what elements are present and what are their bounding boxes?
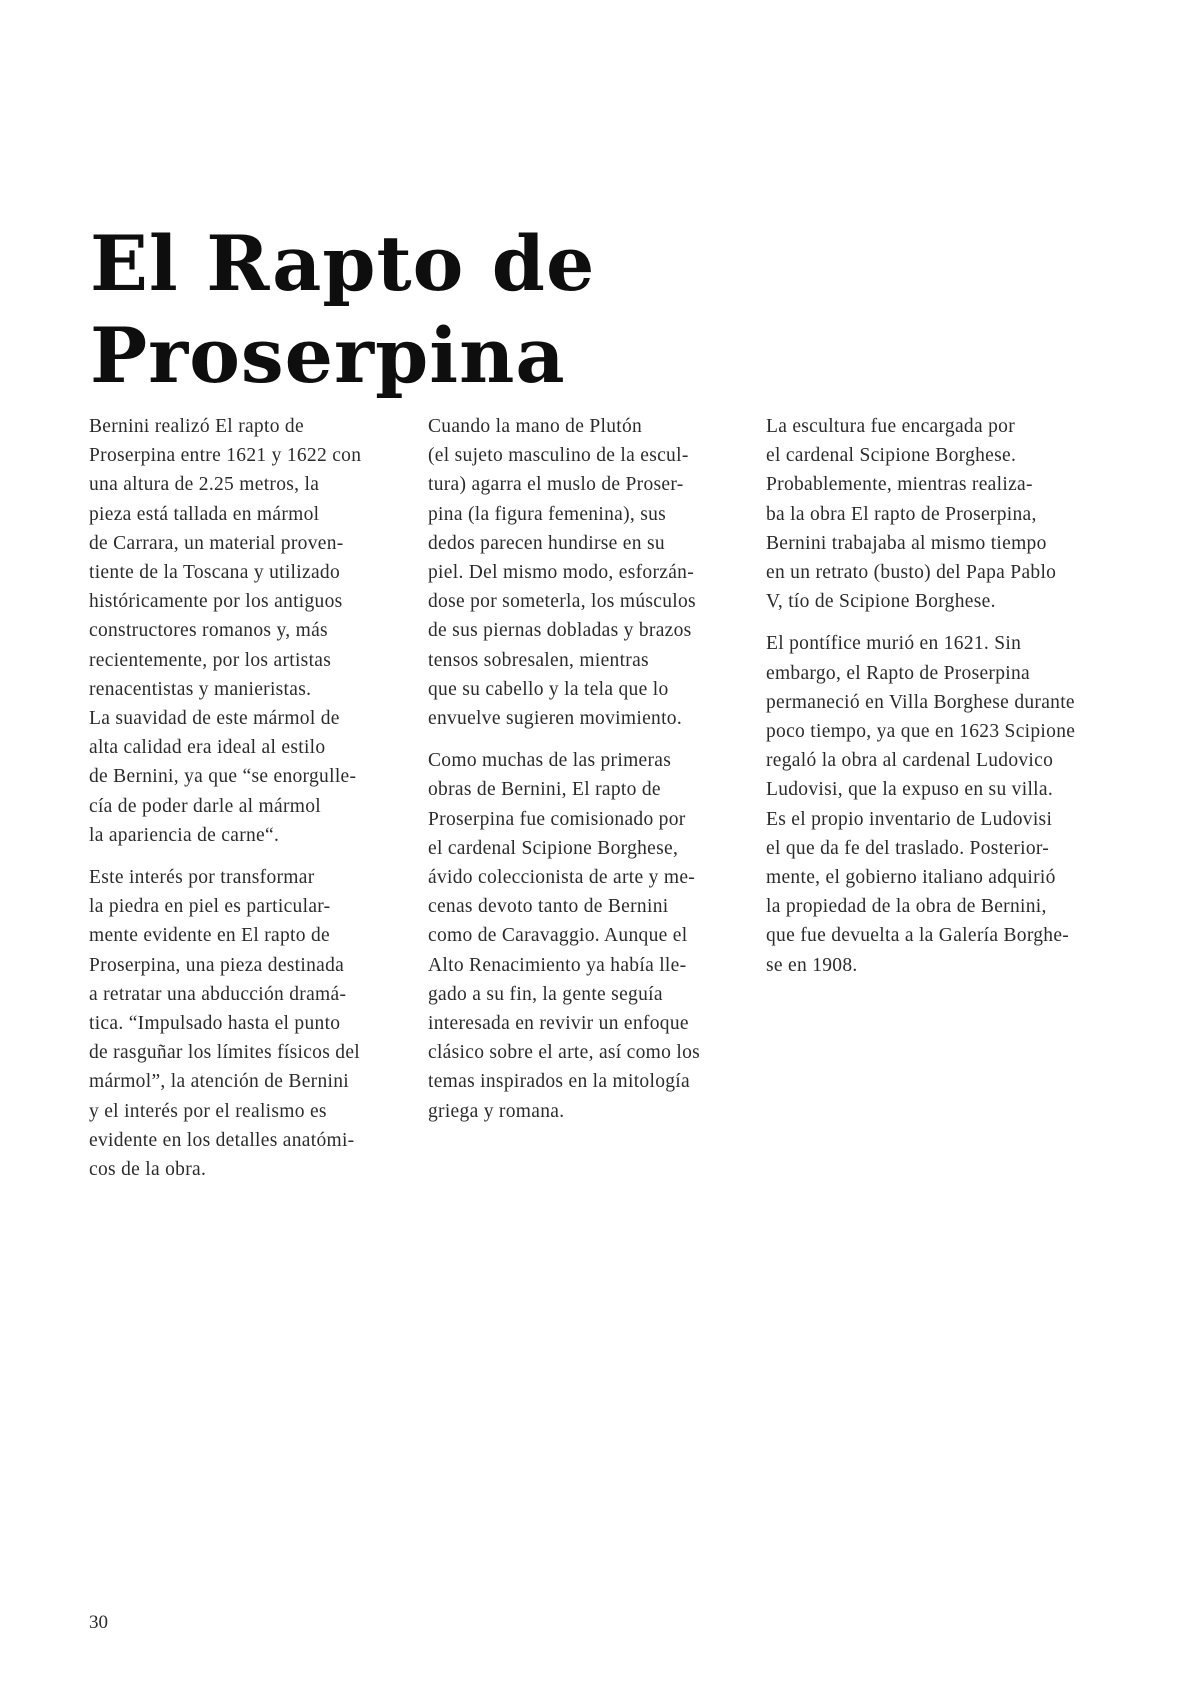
text-line: cía de poder darle al mármol bbox=[89, 795, 322, 817]
paragraph bbox=[428, 412, 728, 733]
text-line: en un retrato (busto) del Papa Pablo bbox=[766, 562, 1057, 584]
title-line-2: Proserpina bbox=[90, 311, 566, 400]
text-column-2 bbox=[428, 412, 728, 1139]
text-line: obras de Bernini, El rapto de bbox=[428, 779, 661, 801]
text-line: recientemente, por los artistas bbox=[89, 649, 332, 671]
text-line: dose por someterla, los músculos bbox=[428, 591, 696, 613]
text-line: constructores romanos y, más bbox=[89, 620, 328, 642]
text-line: el que da fe del traslado. Posterior- bbox=[766, 837, 1050, 859]
text-line: que su cabello y la tela que lo bbox=[428, 678, 669, 700]
text-line: evidente en los detalles anatómi- bbox=[89, 1129, 355, 1151]
paragraph bbox=[89, 863, 389, 1184]
text-line: Como muchas de las primeras bbox=[428, 750, 672, 772]
text-line: gado a su fin, la gente seguía bbox=[428, 983, 663, 1005]
text-line: tura) agarra el muslo de Proser- bbox=[428, 474, 684, 496]
text-line: una altura de 2.25 metros, la bbox=[89, 474, 320, 496]
text-line: Proserpina entre 1621 y 1622 con bbox=[89, 445, 362, 467]
text-line: Proserpina, una pieza destinada bbox=[89, 954, 345, 976]
text-line: de rasguñar los límites físicos del bbox=[89, 1042, 360, 1064]
text-line: tiente de la Toscana y utilizado bbox=[89, 562, 340, 584]
text-line: ávido coleccionista de arte y me- bbox=[428, 867, 696, 889]
text-line: dedos parecen hundirse en su bbox=[428, 532, 665, 554]
text-line: Este interés por transformar bbox=[89, 867, 315, 889]
text-line: Ludovisi, que la expuso en su villa. bbox=[766, 779, 1054, 801]
text-line: griega y romana. bbox=[428, 1100, 565, 1122]
text-line: temas inspirados en la mitología bbox=[428, 1071, 690, 1093]
text-line: piel. Del mismo modo, esforzán- bbox=[428, 562, 694, 584]
text-line: pieza está tallada en mármol bbox=[89, 503, 320, 525]
text-line: Es el propio inventario de Ludovisi bbox=[766, 808, 1053, 830]
text-line: Bernini realizó El rapto de bbox=[89, 416, 304, 437]
text-line: renacentistas y manieristas. bbox=[89, 678, 312, 700]
text-line: el cardenal Scipione Borghese. bbox=[766, 445, 1017, 467]
text-line: Proserpina fue comisionado por bbox=[428, 808, 686, 830]
paragraph bbox=[89, 412, 389, 850]
text-line: tensos sobresalen, mientras bbox=[428, 649, 649, 671]
text-line: Probablemente, mientras realiza- bbox=[766, 474, 1033, 496]
text-line: mente evidente en El rapto de bbox=[89, 925, 330, 947]
text-line: que fue devuelta a la Galería Borghe- bbox=[766, 925, 1070, 947]
text-line: mente, el gobierno italiano adquirió bbox=[766, 867, 1056, 889]
text-line: pina (la figura femenina), sus bbox=[428, 503, 667, 525]
page-title bbox=[90, 218, 595, 402]
text-line: Cuando la mano de Plutón bbox=[428, 416, 643, 437]
text-line: cos de la obra. bbox=[89, 1159, 207, 1181]
text-line: envuelve sugieren movimiento. bbox=[428, 708, 683, 730]
paragraph bbox=[428, 746, 728, 1126]
paragraph bbox=[766, 629, 1076, 979]
text-line: V, tío de Scipione Borghese. bbox=[766, 591, 996, 613]
text-line: El pontífice murió en 1621. Sin bbox=[766, 633, 1022, 655]
text-line: de sus piernas dobladas y brazos bbox=[428, 620, 692, 642]
text-line: tica. “Impulsado hasta el punto bbox=[89, 1013, 341, 1035]
text-column-3 bbox=[766, 412, 1076, 993]
text-line: alta calidad era ideal al estilo bbox=[89, 737, 326, 759]
text-line: Bernini trabajaba al mismo tiempo bbox=[766, 532, 1047, 554]
text-line: regaló la obra al cardenal Ludovico bbox=[766, 750, 1054, 772]
text-line: mármol”, la atención de Bernini bbox=[89, 1071, 350, 1093]
text-line: La suavidad de este mármol de bbox=[89, 708, 340, 730]
text-line: a retratar una abducción dramá- bbox=[89, 983, 347, 1005]
title-line-1: El Rapto de bbox=[90, 219, 596, 308]
text-line: permaneció en Villa Borghese durante bbox=[766, 691, 1075, 713]
text-line: la piedra en piel es particular- bbox=[89, 896, 331, 918]
text-line: se en 1908. bbox=[766, 954, 858, 976]
text-line: históricamente por los antiguos bbox=[89, 591, 343, 613]
text-line: la apariencia de carne“. bbox=[89, 824, 280, 846]
text-line: de Bernini, ya que “se enorgulle- bbox=[89, 766, 357, 788]
text-column-1 bbox=[89, 412, 389, 1197]
text-line: ba la obra El rapto de Proserpina, bbox=[766, 503, 1037, 525]
text-line: la propiedad de la obra de Bernini, bbox=[766, 896, 1047, 918]
text-line: y el interés por el realismo es bbox=[89, 1100, 327, 1122]
text-line: poco tiempo, ya que en 1623 Scipione bbox=[766, 721, 1076, 743]
text-line: embargo, el Rapto de Proserpina bbox=[766, 662, 1030, 684]
paragraph bbox=[766, 412, 1066, 616]
text-line: como de Caravaggio. Aunque el bbox=[428, 925, 688, 947]
text-line: (el sujeto masculino de la escul- bbox=[428, 445, 689, 467]
text-line: el cardenal Scipione Borghese, bbox=[428, 837, 679, 859]
text-line: La escultura fue encargada por bbox=[766, 416, 1016, 437]
text-line: Alto Renacimiento ya había lle- bbox=[428, 954, 687, 976]
page-number: 30 bbox=[89, 1612, 108, 1633]
text-line: de Carrara, un material proven- bbox=[89, 532, 344, 554]
text-line: interesada en revivir un enfoque bbox=[428, 1013, 689, 1035]
text-line: cenas devoto tanto de Bernini bbox=[428, 896, 669, 918]
text-line: clásico sobre el arte, así como los bbox=[428, 1042, 701, 1064]
